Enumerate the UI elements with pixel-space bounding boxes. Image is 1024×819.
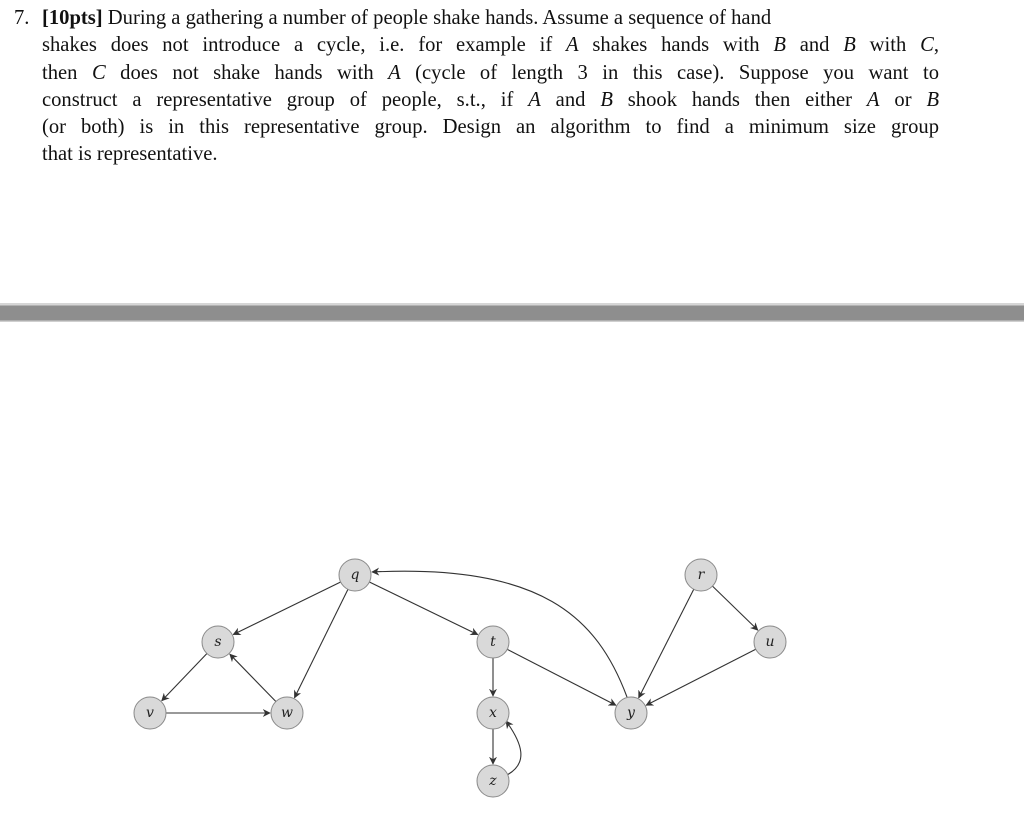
text-run: with <box>855 34 921 57</box>
text-run: or <box>879 88 927 111</box>
problem-line <box>42 141 939 168</box>
edge-r-to-y <box>639 589 694 698</box>
text-run: , <box>933 34 939 57</box>
math-variable: C <box>920 34 934 57</box>
problem-line <box>42 60 939 87</box>
node-z <box>477 765 509 797</box>
directed-graph <box>0 322 1024 819</box>
node-y <box>615 697 647 729</box>
section-divider <box>0 303 1024 322</box>
text-run: then <box>42 61 92 84</box>
problem-line <box>42 32 939 59</box>
node-label: u <box>765 634 775 650</box>
node-label: w <box>281 705 293 721</box>
math-variable: C <box>91 61 106 84</box>
text-run: construct a representative group of people, s.t., if <box>42 88 529 111</box>
node-label: s <box>214 634 222 650</box>
math-variable: B <box>843 34 856 57</box>
math-variable: B <box>773 34 786 57</box>
node-label: z <box>489 773 497 789</box>
node-label: t <box>490 634 496 650</box>
problem-line <box>108 7 771 29</box>
graph-nodes <box>134 559 786 797</box>
edge-q-to-t <box>369 582 477 635</box>
text-run: shook hands then either <box>612 88 867 111</box>
edge-r-to-u <box>712 586 757 630</box>
edge-u-to-y <box>646 649 756 705</box>
edge-z-to-x <box>506 721 521 775</box>
text-run: shakes hands with <box>578 34 774 57</box>
node-w <box>271 697 303 729</box>
problem-statement <box>14 5 939 169</box>
problem-number: 7. <box>14 7 30 29</box>
node-q <box>339 559 371 591</box>
text-run: that is representative. <box>42 143 218 166</box>
math-variable: A <box>528 88 541 111</box>
text-run: (or both) is in this representative group. Design an algorithm to find a minimum size group <box>42 116 939 139</box>
problem-line <box>42 114 939 141</box>
math-variable: A <box>388 61 401 84</box>
node-x <box>477 697 509 729</box>
edge-q-to-s <box>233 582 340 635</box>
math-variable: B <box>600 88 613 111</box>
text-run: During a gathering a number of people shake hands. Assume a sequence of hand <box>107 7 772 29</box>
text-run: (cycle of length 3 in this case). Suppose you want to <box>400 61 940 84</box>
math-variable: B <box>926 88 940 111</box>
math-variable: A <box>565 34 579 57</box>
graph-edges <box>162 571 758 775</box>
edge-t-to-y <box>507 649 616 705</box>
problem-points: [10pts] <box>42 7 103 29</box>
problem-body <box>42 5 939 169</box>
text-run: and <box>540 88 601 111</box>
node-label: y <box>627 705 635 721</box>
node-u <box>754 626 786 658</box>
edge-w-to-s <box>230 654 276 701</box>
node-r <box>685 559 717 591</box>
node-label: x <box>489 705 497 721</box>
node-s <box>202 626 234 658</box>
edge-s-to-v <box>162 654 207 701</box>
node-label: r <box>697 567 705 583</box>
node-label: q <box>350 567 360 583</box>
problem-line <box>42 87 939 114</box>
text-run: shakes does not introduce a cycle, i.e. for example if <box>42 34 566 57</box>
node-v <box>134 697 166 729</box>
node-t <box>477 626 509 658</box>
text-run: and <box>785 34 844 57</box>
edge-q-to-w <box>295 589 348 697</box>
node-label: v <box>146 705 154 721</box>
math-variable: A <box>866 88 880 111</box>
text-run: does not shake hands with <box>105 61 389 84</box>
